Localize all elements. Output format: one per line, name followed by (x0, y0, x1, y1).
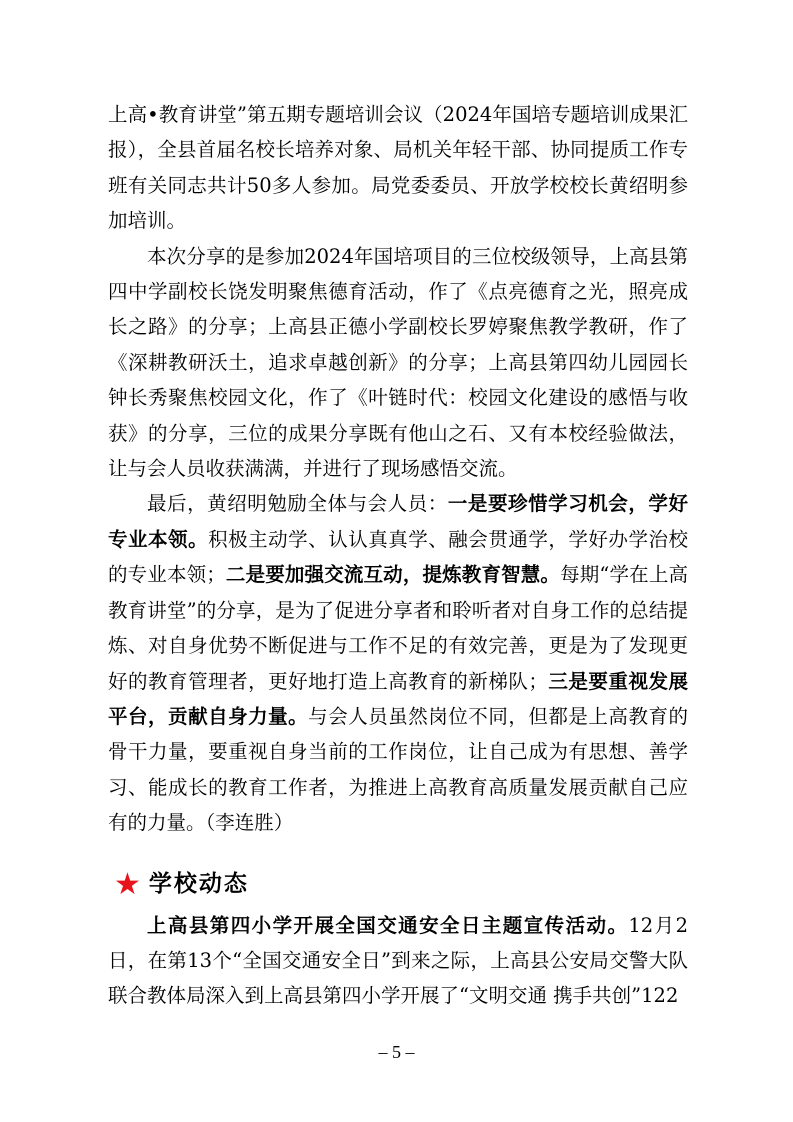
document-body (108, 97, 688, 1014)
paragraph-sharing: 本次分享的是参加2024年国培项目的三位校级领导，上高县第四中学副校长饶发明聚焦德育活动，作了《点亮德育之光，照亮成长之路》的分享；上高县正德小学副校长罗婷聚焦教学教研，作了《深耕教研沃土，追求卓越创新》的分享；上高县第四幼儿园园长钟长秀聚焦校园文化，作了《叶链时代：校园文化建设的感悟与收获》的分享，三位的成果分享既有他山之石、又有本校经验做法，让与会人员收获满满，并进行了现场感悟交流。 (108, 244, 688, 481)
point-one-heading: 一是要珍惜学习机会，学好专业本领。 (108, 492, 688, 551)
point-two-heading: 二是要加强交流互动，提炼教育智慧。 (225, 563, 561, 587)
point-three-text: 与会人员虽然岗位不同，但都是上高教育的骨干力量，要重视自身当前的工作岗位，让自己成为有思想、善学习、能成长的教育工作者，为推进上高教育高质量发展贡献自己应有的力量。（李连胜） (108, 704, 688, 835)
point-one-text: 积极主动学、认认真真学、融会贯通学，学好办学治校的专业本领； (108, 527, 688, 587)
encouragement-intro: 最后，黄绍明勉励全体与会人员： (147, 492, 448, 516)
star-icon: ★ (114, 866, 141, 902)
news-item-traffic-safety (108, 908, 688, 1014)
paragraph-encouragement (108, 486, 688, 840)
point-two-text: 每期“学在上高教育讲堂”的分享，是为了促进分享者和聆听者对自身工作的总结提炼、对自身优势不断促进与工作不足的有效完善，更是为了发现更好的教育管理者，更好地打造上高教育的新梯队； (108, 563, 688, 693)
news-headline: 上高县第四小学开展全国交通安全日主题宣传活动。 (147, 913, 629, 937)
section-heading-school-news (108, 868, 688, 902)
page-number: – 5 – (378, 1042, 415, 1062)
paragraph-training-meeting: 上高•教育讲堂”第五期专题培训会议（2024年国培专题培训成果汇报），全县首届名校长培养对象、局机关年轻干部、协同提质工作专班有关同志共计50多人参加。局党委委员、开放学校校长黄绍明参加培训。 (108, 103, 688, 233)
section-title: 学校动态 (148, 870, 249, 897)
news-body: 12月2日，在第13个“全国交通安全日”到来之际，上高县公安局交警大队联合教体局深入到上高县第四小学开展了“文明交通 携手共创”122 (108, 913, 688, 1008)
point-three-heading: 三是要重视发展平台，贡献自身力量。 (108, 669, 688, 728)
